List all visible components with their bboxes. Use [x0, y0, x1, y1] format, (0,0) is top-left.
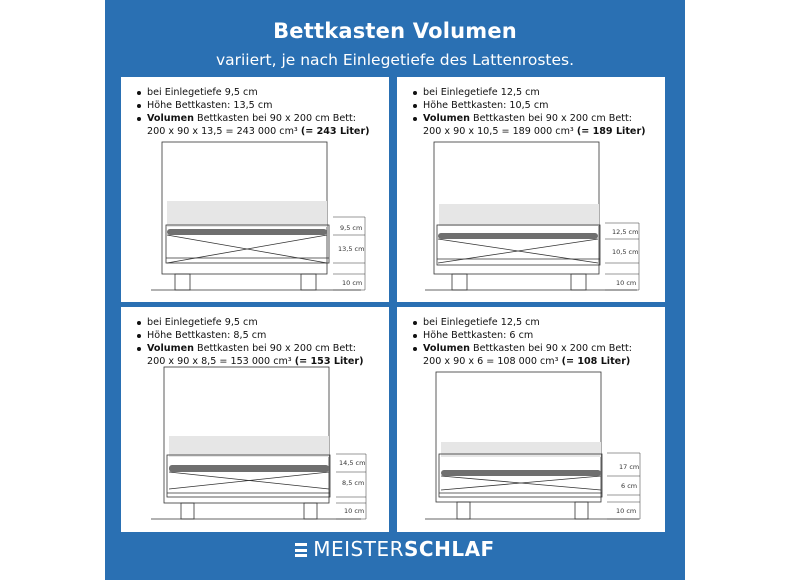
bed-frame-drawing — [151, 142, 365, 290]
dimension-label-bottom: 10 cm — [342, 279, 363, 287]
volumen-text: Bettkasten bei 90 x 200 cm Bett: — [193, 343, 357, 354]
dimension-label-mid: 13,5 cm — [338, 245, 365, 253]
panel-einlegetiefe-9-5-hoehe-8-5 — [121, 307, 389, 532]
slatted-frame — [438, 233, 598, 239]
infographic-poster — [105, 0, 685, 580]
bed-diagram — [397, 307, 665, 532]
info-hoehe-bettkasten: Höhe Bettkasten: 6 cm — [413, 329, 681, 342]
bed-diagram — [121, 77, 389, 302]
info-einlegetiefe: bei Einlegetiefe 12,5 cm — [413, 316, 681, 329]
formula-close: ) — [625, 356, 631, 367]
info-einlegetiefe: bei Einlegetiefe 12,5 cm — [413, 86, 681, 99]
formula-open: (= — [300, 126, 317, 137]
formula-text: 200 x 90 x 10,5 = 189 000 cm³ — [423, 126, 577, 137]
bed-diagram — [397, 77, 665, 302]
formula-text: 200 x 90 x 8,5 = 153 000 cm³ — [147, 356, 295, 367]
info-hoehe-bettkasten: Höhe Bettkasten: 13,5 cm — [137, 99, 405, 112]
info-einlegetiefe: bei Einlegetiefe 9,5 cm — [137, 86, 405, 99]
slatted-frame — [167, 229, 327, 235]
dimension-label-top: 17 cm — [619, 463, 640, 471]
volumen-text: Bettkasten bei 90 x 200 cm Bett: — [193, 113, 357, 124]
formula-close: ) — [359, 356, 364, 367]
bed-leg — [304, 503, 317, 519]
bed-leg — [575, 502, 588, 519]
dimension-label-top: 12,5 cm — [612, 228, 639, 236]
bed-diagram — [121, 307, 389, 532]
bed-frame-drawing — [425, 142, 639, 290]
bed-leg — [181, 503, 194, 519]
slatted-frame — [169, 465, 329, 472]
page-title: Bettkasten Volumen — [273, 19, 517, 43]
bed-frame-drawing — [151, 367, 366, 519]
volume-liters: 153 Liter — [310, 356, 360, 367]
mattress — [169, 436, 329, 457]
mattress — [439, 204, 599, 226]
volume-liters: 108 Liter — [577, 356, 626, 367]
dimension-label-bottom: 10 cm — [616, 507, 637, 515]
volumen-label: Volumen — [147, 343, 194, 354]
formula-text: 200 x 90 x 13,5 = 243 000 cm³ — [147, 126, 301, 137]
formula-open: (= — [294, 356, 311, 367]
formula-text: 200 x 90 x 6 = 108 000 cm³ — [423, 356, 562, 367]
volume-liters: 243 Liter — [316, 126, 366, 137]
panel-einlegetiefe-12-5-hoehe-10-5 — [397, 77, 665, 302]
info-einlegetiefe: bei Einlegetiefe 9,5 cm — [137, 316, 405, 329]
volume-liters: 189 Liter — [592, 126, 642, 137]
formula-open: (= — [576, 126, 593, 137]
panel-einlegetiefe-9-5-hoehe-13-5 — [121, 77, 389, 302]
dimension-label-mid: 10,5 cm — [612, 248, 639, 256]
mattress — [441, 442, 601, 457]
storage-box — [167, 455, 330, 497]
volumen-text: Bettkasten bei 90 x 200 cm Bett: — [469, 343, 633, 354]
formula-close: ) — [365, 126, 370, 137]
logo-text-light: MEISTER — [313, 537, 405, 561]
dimension-label-bottom: 10 cm — [344, 507, 365, 515]
volumen-text: Bettkasten bei 90 x 200 cm Bett: — [469, 113, 633, 124]
dimension-label-mid: 6 cm — [621, 482, 638, 490]
volumen-label: Volumen — [147, 113, 194, 124]
headboard — [164, 367, 329, 503]
mattress — [167, 201, 327, 227]
brand-logo — [105, 537, 685, 561]
volumen-label: Volumen — [423, 113, 470, 124]
bed-frame-drawing — [425, 372, 640, 519]
bed-leg — [175, 274, 190, 290]
bed-leg — [571, 274, 586, 290]
dimension-label-top: 9,5 cm — [340, 224, 363, 232]
volumen-label: Volumen — [423, 343, 470, 354]
bed-leg — [452, 274, 467, 290]
bed-leg — [301, 274, 316, 290]
panel-einlegetiefe-12-5-hoehe-6 — [397, 307, 665, 532]
dimension-label-bottom: 10 cm — [616, 279, 637, 287]
bed-leg — [457, 502, 470, 519]
page-subtitle: variiert, je nach Einlegetiefe des Lattenrostes. — [215, 51, 575, 69]
logo-mark-icon — [295, 543, 307, 557]
formula-open: (= — [561, 356, 578, 367]
dimension-label-top: 14,5 cm — [339, 459, 366, 467]
formula-close: ) — [641, 126, 646, 137]
dimension-label-mid: 8,5 cm — [342, 479, 365, 487]
info-hoehe-bettkasten: Höhe Bettkasten: 8,5 cm — [137, 329, 405, 342]
slatted-frame — [441, 470, 601, 476]
info-hoehe-bettkasten: Höhe Bettkasten: 10,5 cm — [413, 99, 681, 112]
logo-text-bold: SCHLAF — [404, 537, 495, 561]
